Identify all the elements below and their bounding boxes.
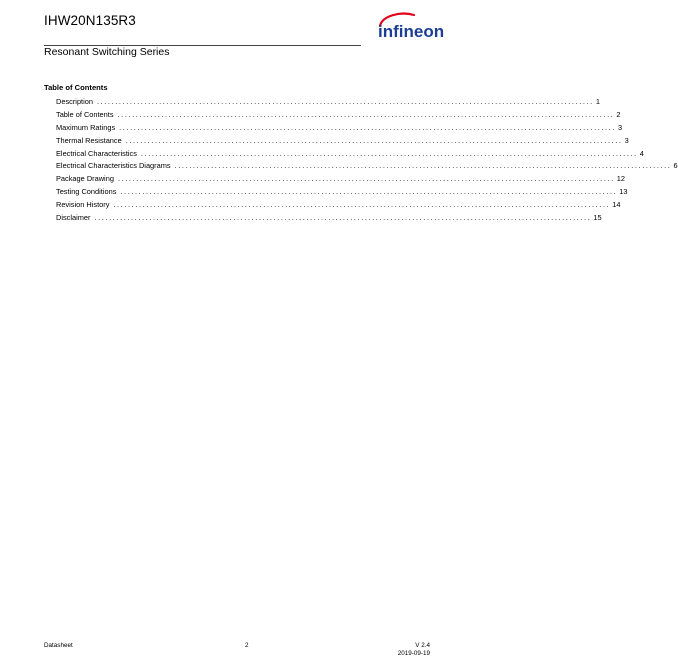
toc-entry-revision-history[interactable] <box>56 200 621 213</box>
toc-entry-electrical-characteristics-diagrams[interactable] <box>56 161 678 174</box>
toc-dot-leader: ........................................................................................................................................ <box>96 97 594 106</box>
footer-version: V 2.4 <box>415 642 430 649</box>
toc-entry-page: 3 <box>618 122 623 132</box>
toc-entry-label: Testing Conditions <box>56 187 117 197</box>
toc-entry-label: Thermal Resistance <box>56 135 122 145</box>
toc-entry-page: 6 <box>673 161 678 171</box>
toc-entry-label: Electrical Characteristics Diagrams <box>56 161 171 171</box>
toc-heading: Table of Contents <box>44 83 108 92</box>
toc-entry-package-drawing[interactable] <box>56 174 626 187</box>
footer-doc-type: Datasheet <box>44 642 73 649</box>
toc-entry-label: Disclaimer <box>56 213 91 223</box>
toc-dot-leader: ........................................................................................................................................ <box>113 200 611 210</box>
toc-entry-maximum-ratings[interactable] <box>56 122 623 136</box>
document-title: IHW20N135R3 <box>44 13 136 28</box>
toc-entry-table-of-contents[interactable] <box>56 109 621 123</box>
toc-dot-leader: ........................................................................................................................................ <box>94 213 592 223</box>
toc-dot-leader: ........................................................................................................................................ <box>117 174 615 184</box>
toc-entry-page: 3 <box>624 135 629 145</box>
toc-entry-page: 2 <box>616 109 621 119</box>
toc-entry-label: Revision History <box>56 200 110 210</box>
toc-entry-page: 1 <box>595 97 600 106</box>
toc-entry-label: Electrical Characteristics <box>56 148 137 158</box>
toc-entry-thermal-resistance[interactable] <box>56 135 629 149</box>
toc-entry-page: 15 <box>593 213 602 223</box>
toc-entry-description[interactable] <box>56 97 600 110</box>
toc-entry-testing-conditions[interactable] <box>56 187 628 200</box>
toc-entry-label: Table of Contents <box>56 109 114 119</box>
table-of-contents <box>56 97 678 226</box>
toc-dot-leader: ........................................................................................................................................ <box>140 148 638 158</box>
footer-date: 2019-09-19 <box>397 650 430 657</box>
toc-entry-disclaimer[interactable] <box>56 213 602 226</box>
infineon-logo-icon <box>374 12 466 44</box>
toc-entry-page: 12 <box>616 174 626 184</box>
toc-entry-page: 4 <box>639 148 644 158</box>
toc-entry-page: 14 <box>612 200 621 210</box>
toc-entry-label: Package Drawing <box>56 174 114 184</box>
toc-dot-leader: ........................................................................................................................................ <box>125 135 623 145</box>
footer-version-block <box>398 642 430 658</box>
toc-dot-leader: ........................................................................................................................................ <box>117 109 615 119</box>
toc-entry-page: 13 <box>619 187 628 197</box>
toc-dot-leader: ........................................................................................................................................ <box>120 187 618 197</box>
toc-dot-leader: ........................................................................................................................................ <box>174 161 672 171</box>
toc-entry-label: Description <box>56 97 93 106</box>
footer-page-number: 2 <box>245 642 249 649</box>
toc-dot-leader: ........................................................................................................................................ <box>119 122 616 132</box>
toc-entry-electrical-characteristics[interactable] <box>56 148 644 162</box>
svg-text:infineon: infineon <box>378 22 445 41</box>
infineon-logo <box>374 12 466 44</box>
toc-entry-label: Maximum Ratings <box>56 122 116 132</box>
series-name: Resonant Switching Series <box>44 46 170 58</box>
